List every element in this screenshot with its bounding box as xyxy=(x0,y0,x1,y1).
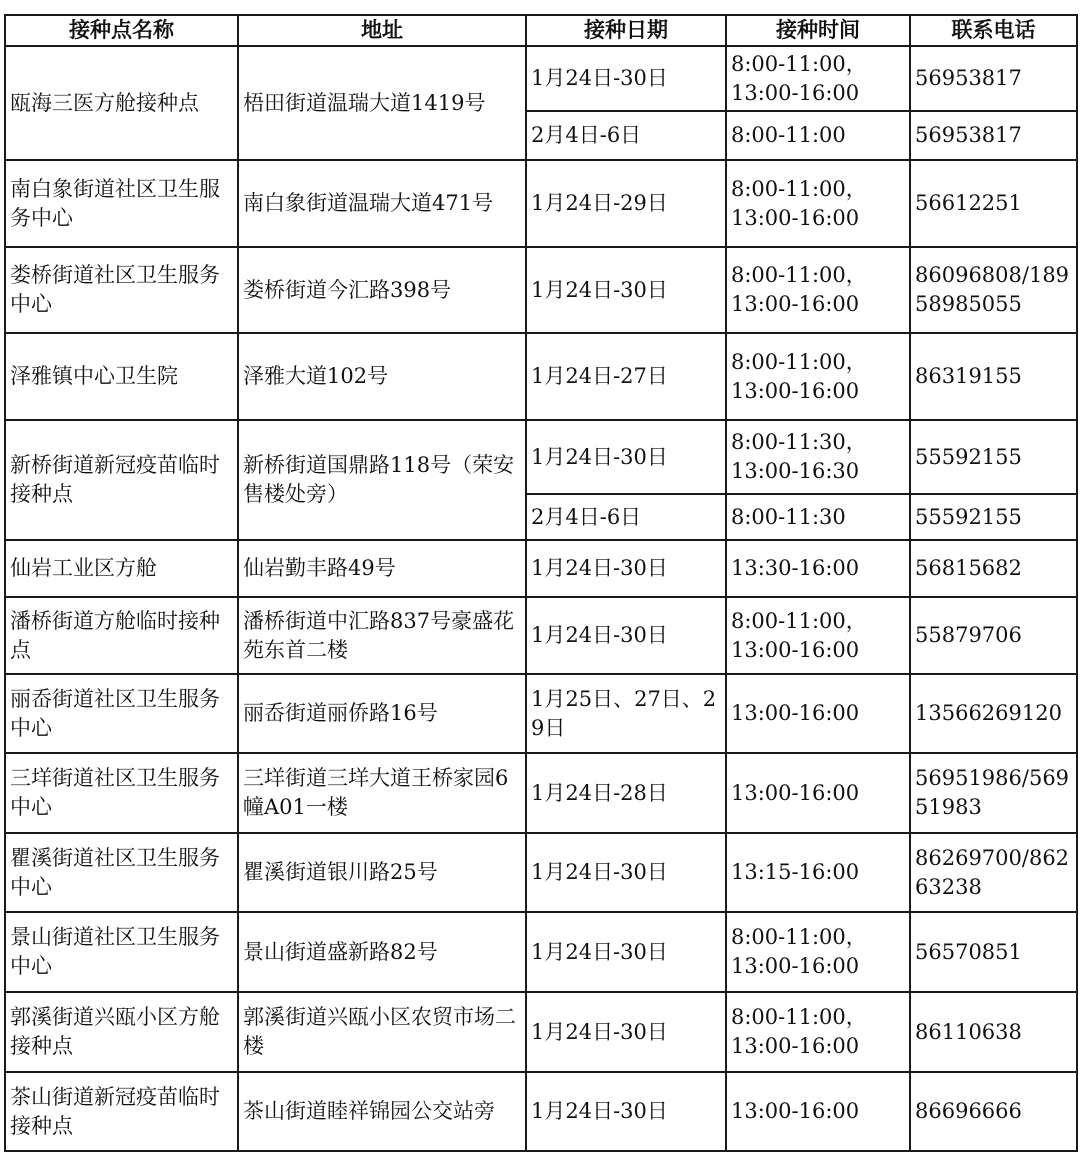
slot-time-cell-text: 13:30-16:00 xyxy=(731,556,860,580)
site-address-cell xyxy=(238,1072,526,1151)
site-address-cell xyxy=(238,992,526,1072)
slot-time-cell-text: 8:00-11:00， 13:00-16:00 xyxy=(731,608,867,662)
slot-date-cell-text: 1月25日、27日、29日 xyxy=(531,686,717,740)
slot-date-cell-text: 1月24日-30日 xyxy=(531,939,668,964)
site-name-cell xyxy=(5,46,238,160)
slot-time-cell xyxy=(726,992,910,1072)
slot-time-cell-text: 13:00-16:00 xyxy=(731,701,860,725)
slot-date-cell xyxy=(526,833,726,912)
site-name-cell-text: 三垟街道社区卫生服务中心 xyxy=(10,766,220,819)
slot-time-cell-text: 8:00-11:00， 13:00-16:00 xyxy=(731,263,867,316)
table-row xyxy=(5,333,1077,420)
site-name-cell-text: 新桥街道新冠疫苗临时接种点 xyxy=(10,453,220,506)
slot-phone-cell xyxy=(910,160,1077,247)
slot-time-cell xyxy=(726,833,910,912)
site-address-cell-text: 南白象街道温瑞大道471号 xyxy=(243,191,494,215)
slot-date-cell xyxy=(526,46,726,111)
slot-phone-cell-text: 56953817 xyxy=(915,66,1022,90)
table-row xyxy=(5,674,1077,753)
site-name-cell xyxy=(5,833,238,912)
site-address-cell xyxy=(238,420,526,540)
slot-time-cell-text: 8:00-11:00， 13:00-16:00 xyxy=(731,925,867,978)
slot-date-cell-text: 1月24日-30日 xyxy=(531,556,668,580)
site-name-cell-text: 郭溪街道兴瓯小区方舱接种点 xyxy=(10,1005,220,1058)
slot-time-cell xyxy=(726,494,910,540)
slot-time-cell-text: 13:00-16:00 xyxy=(731,1099,860,1123)
slot-date-cell xyxy=(526,992,726,1072)
slot-time-cell-text: 8:00-11:00， 13:00-16:00 xyxy=(731,176,867,230)
site-address-cell-text: 郭溪街道兴瓯小区农贸市场二楼 xyxy=(243,1005,516,1058)
site-name-cell-text: 南白象街道社区卫生服务中心 xyxy=(10,176,220,230)
slot-date-cell xyxy=(526,247,726,333)
slot-date-cell-text: 1月24日-30日 xyxy=(531,66,668,90)
header-site-name: 接种点名称 xyxy=(5,15,238,46)
site-address-cell xyxy=(238,912,526,992)
header-time: 接种时间 xyxy=(726,15,910,46)
slot-time-cell xyxy=(726,674,910,753)
slot-date-cell xyxy=(526,160,726,247)
slot-date-cell-text: 1月24日-29日 xyxy=(531,191,668,215)
table-row xyxy=(5,912,1077,992)
slot-time-cell-text: 8:00-11:00， 13:00-16:00 xyxy=(731,1005,867,1058)
site-name-cell xyxy=(5,160,238,247)
slot-phone-cell-text: 56612251 xyxy=(915,191,1022,215)
slot-time-cell xyxy=(726,46,910,111)
site-address-cell xyxy=(238,833,526,912)
site-name-cell-text: 景山街道社区卫生服务中心 xyxy=(10,925,220,978)
site-address-cell xyxy=(238,540,526,597)
slot-phone-cell-text: 86110638 xyxy=(915,1019,1022,1044)
slot-phone-cell xyxy=(910,674,1077,753)
slot-time-cell xyxy=(726,333,910,420)
site-address-cell-text: 潘桥街道中汇路837号豪盛花苑东首二楼 xyxy=(243,608,515,662)
site-address-cell xyxy=(238,160,526,247)
slot-date-cell xyxy=(526,753,726,833)
header-address: 地址 xyxy=(238,15,526,46)
slot-time-cell-text: 8:00-11:30， 13:00-16:30 xyxy=(731,430,867,483)
site-address-cell xyxy=(238,674,526,753)
site-address-cell-text: 景山街道盛新路82号 xyxy=(243,939,438,964)
slot-time-cell xyxy=(726,753,910,833)
slot-time-cell xyxy=(726,247,910,333)
slot-phone-cell xyxy=(910,992,1077,1072)
slot-phone-cell xyxy=(910,912,1077,992)
slot-time-cell-text: 8:00-11:00， 13:00-16:00 xyxy=(731,349,867,403)
table-row xyxy=(5,247,1077,333)
slot-phone-cell-text: 56953817 xyxy=(915,123,1022,147)
table-row xyxy=(5,1072,1077,1151)
slot-date-cell-text: 1月24日-28日 xyxy=(531,780,668,805)
slot-phone-cell-text: 86319155 xyxy=(915,364,1022,388)
table-row xyxy=(5,753,1077,833)
table-body xyxy=(5,46,1077,1151)
slot-phone-cell-text: 56815682 xyxy=(915,556,1022,580)
site-address-cell xyxy=(238,753,526,833)
site-name-cell xyxy=(5,912,238,992)
slot-phone-cell xyxy=(910,333,1077,420)
site-address-cell xyxy=(238,247,526,333)
site-address-cell-text: 三垟街道三垟大道王桥家园6幢A01一楼 xyxy=(243,766,509,819)
table-row xyxy=(5,597,1077,674)
site-name-cell-text: 娄桥街道社区卫生服务中心 xyxy=(10,263,220,316)
slot-phone-cell xyxy=(910,597,1077,674)
site-name-cell xyxy=(5,247,238,333)
slot-phone-cell-text: 56570851 xyxy=(915,939,1022,964)
slot-time-cell xyxy=(726,420,910,494)
slot-date-cell xyxy=(526,597,726,674)
slot-time-cell-text: 8:00-11:30 xyxy=(731,504,846,529)
site-address-cell-text: 梧田街道温瑞大道1419号 xyxy=(243,90,486,115)
slot-date-cell xyxy=(526,420,726,494)
slot-phone-cell xyxy=(910,833,1077,912)
table-header-row xyxy=(5,15,1077,46)
slot-phone-cell xyxy=(910,494,1077,540)
site-address-cell-text: 瞿溪街道银川路25号 xyxy=(243,860,438,884)
site-address-cell-text: 娄桥街道今汇路398号 xyxy=(243,277,452,302)
site-name-cell xyxy=(5,540,238,597)
slot-date-cell-text: 1月24日-27日 xyxy=(531,364,668,388)
slot-date-cell-text: 1月24日-30日 xyxy=(531,1019,668,1044)
slot-date-cell xyxy=(526,1072,726,1151)
site-name-cell-text: 瞿溪街道社区卫生服务中心 xyxy=(10,845,220,899)
site-name-cell xyxy=(5,420,238,540)
site-address-cell-text: 茶山街道睦祥锦园公交站旁 xyxy=(243,1099,495,1123)
site-address-cell-text: 丽岙街道丽侨路16号 xyxy=(243,701,438,725)
site-address-cell-text: 泽雅大道102号 xyxy=(243,364,389,388)
table-row xyxy=(5,420,1077,494)
slot-date-cell-text: 2月4日-6日 xyxy=(531,504,642,529)
header-date: 接种日期 xyxy=(526,15,726,46)
slot-phone-cell xyxy=(910,1072,1077,1151)
slot-phone-cell-text: 13566269120 xyxy=(915,701,1062,725)
slot-phone-cell xyxy=(910,247,1077,333)
slot-date-cell xyxy=(526,494,726,540)
site-name-cell-text: 仙岩工业区方舱 xyxy=(10,556,157,580)
site-name-cell xyxy=(5,674,238,753)
site-address-cell xyxy=(238,333,526,420)
slot-date-cell-text: 1月24日-30日 xyxy=(531,444,668,469)
slot-time-cell xyxy=(726,597,910,674)
slot-date-cell xyxy=(526,111,726,160)
slot-phone-cell-text: 55592155 xyxy=(915,504,1022,529)
slot-phone-cell xyxy=(910,420,1077,494)
slot-time-cell xyxy=(726,160,910,247)
slot-date-cell xyxy=(526,333,726,420)
site-address-cell xyxy=(238,597,526,674)
site-name-cell xyxy=(5,333,238,420)
site-address-cell xyxy=(238,46,526,160)
site-address-cell-text: 仙岩勤丰路49号 xyxy=(243,556,396,580)
site-name-cell-text: 泽雅镇中心卫生院 xyxy=(10,364,178,388)
slot-date-cell-text: 1月24日-30日 xyxy=(531,1099,668,1123)
slot-phone-cell-text: 86096808/18958985055 xyxy=(915,263,1070,316)
site-name-cell xyxy=(5,1072,238,1151)
slot-phone-cell-text: 56951986/56951983 xyxy=(915,766,1070,819)
slot-time-cell-text: 13:15-16:00 xyxy=(731,860,860,884)
slot-phone-cell xyxy=(910,753,1077,833)
site-name-cell-text: 瓯海三医方舱接种点 xyxy=(10,90,199,115)
slot-phone-cell-text: 86696666 xyxy=(915,1099,1022,1123)
slot-date-cell xyxy=(526,674,726,753)
slot-time-cell-text: 8:00-11:00， 13:00-16:00 xyxy=(731,51,867,105)
slot-phone-cell-text: 86269700/86263238 xyxy=(915,845,1070,899)
slot-date-cell xyxy=(526,540,726,597)
slot-date-cell-text: 2月4日-6日 xyxy=(531,123,642,147)
slot-time-cell xyxy=(726,1072,910,1151)
vaccination-sites-table xyxy=(4,14,1078,1152)
slot-time-cell-text: 13:00-16:00 xyxy=(731,780,860,805)
site-name-cell-text: 茶山街道新冠疫苗临时接种点 xyxy=(10,1084,220,1138)
site-name-cell-text: 潘桥街道方舱临时接种点 xyxy=(10,608,220,662)
slot-date-cell xyxy=(526,912,726,992)
slot-phone-cell xyxy=(910,46,1077,111)
table-row xyxy=(5,540,1077,597)
slot-phone-cell xyxy=(910,540,1077,597)
table-row xyxy=(5,46,1077,111)
table-row xyxy=(5,160,1077,247)
slot-time-cell xyxy=(726,540,910,597)
slot-date-cell-text: 1月24日-30日 xyxy=(531,277,668,302)
table-row xyxy=(5,833,1077,912)
slot-phone-cell-text: 55879706 xyxy=(915,623,1022,647)
slot-date-cell-text: 1月24日-30日 xyxy=(531,860,668,884)
site-name-cell xyxy=(5,597,238,674)
slot-time-cell xyxy=(726,111,910,160)
slot-phone-cell xyxy=(910,111,1077,160)
table-row xyxy=(5,992,1077,1072)
site-address-cell-text: 新桥街道国鼎路118号（荣安售楼处旁） xyxy=(243,453,515,506)
site-name-cell xyxy=(5,753,238,833)
slot-date-cell-text: 1月24日-30日 xyxy=(531,623,668,647)
header-phone: 联系电话 xyxy=(910,15,1077,46)
site-name-cell xyxy=(5,992,238,1072)
site-name-cell-text: 丽岙街道社区卫生服务中心 xyxy=(10,686,220,740)
slot-time-cell-text: 8:00-11:00 xyxy=(731,123,846,147)
slot-phone-cell-text: 55592155 xyxy=(915,444,1022,469)
slot-time-cell xyxy=(726,912,910,992)
